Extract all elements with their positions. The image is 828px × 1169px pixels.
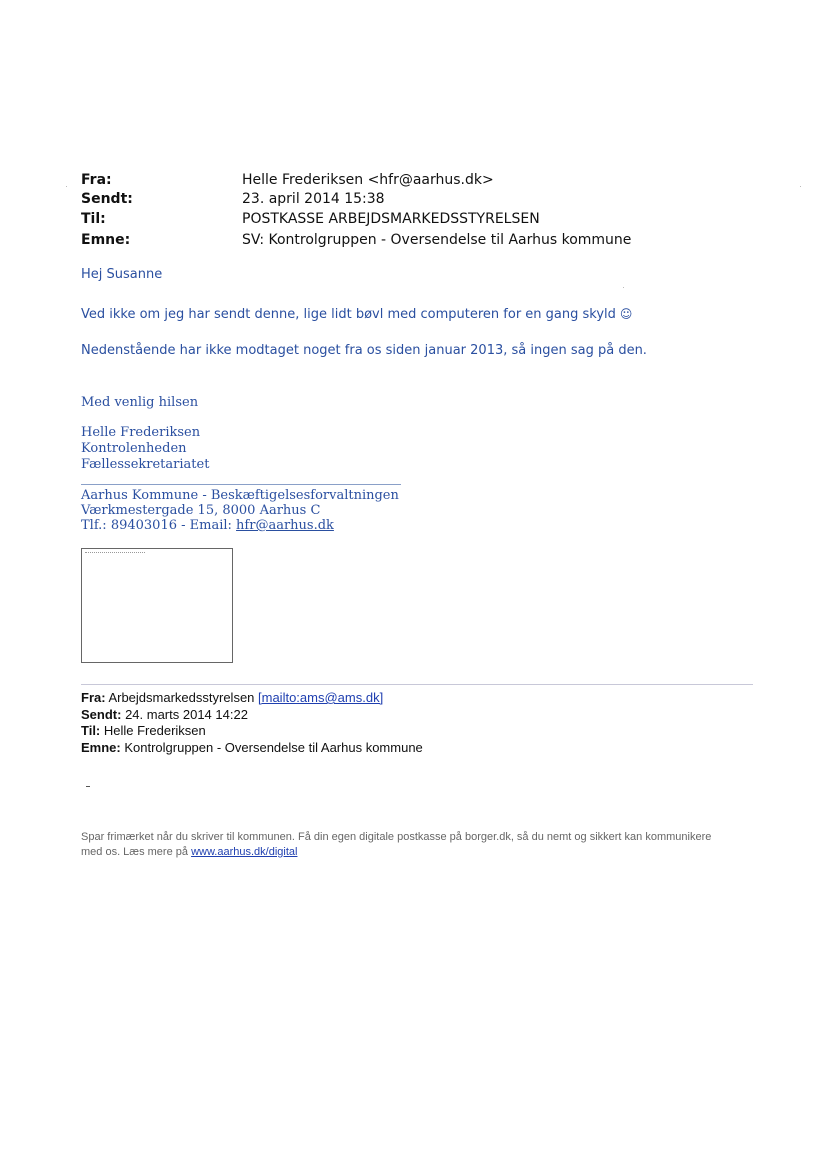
message-divider [81, 684, 753, 685]
header-to-value: POSTKASSE ARBEJDSMARKEDSSTYRELSEN [242, 211, 540, 227]
forwarded-from-row [81, 689, 383, 706]
footer-text: Spar frimærket når du skriver til kommunen. Få din egen digitale postkasse på borger.dk, så du nemt og sikkert kan kommunikere med os. Læs mere på [81, 831, 712, 858]
forwarded-sent-label: Sendt: [81, 707, 122, 722]
forwarded-mailto-link[interactable]: [mailto:ams@ams.dk] [258, 690, 384, 705]
header-from-row [81, 171, 494, 189]
forwarded-sent-value: 24. marts 2014 14:22 [121, 707, 248, 722]
forwarded-to-label: Til: [81, 723, 101, 738]
scan-speck [800, 186, 801, 187]
header-subject-value: SV: Kontrolgruppen - Oversendelse til Aarhus kommune [242, 232, 632, 248]
signature-phone: Tlf.: 89403016 - Email: [81, 518, 237, 533]
signature-org: Aarhus Kommune - Beskæftigelsesforvaltningen [81, 488, 399, 503]
forwarded-from-label: Fra: [81, 690, 106, 705]
header-subject-label: Emne: [81, 232, 131, 248]
signature-dept: Fællessekretariatet [81, 457, 210, 472]
body-greeting: Hej Susanne [81, 267, 163, 282]
signature-name: Helle Frederiksen [81, 425, 201, 440]
signature-email-link[interactable]: hfr@aarhus.dk [236, 518, 334, 533]
body-line-2: Nedenstående har ikke modtaget noget fra os siden januar 2013, så ingen sag på den. [81, 343, 647, 358]
forwarded-subject-label: Emne: [81, 740, 121, 755]
header-to-label: Til: [81, 211, 106, 227]
header-from-label: Fra: [81, 172, 112, 188]
header-subject-row [81, 231, 631, 249]
signature-closing: Med venlig hilsen [81, 395, 199, 410]
footer-notice [81, 830, 721, 860]
header-sent-value: 23. april 2014 15:38 [242, 191, 385, 207]
signature-image-placeholder [81, 548, 233, 663]
signature-contact [81, 518, 334, 534]
footer-digital-link[interactable]: www.aarhus.dk/digital [191, 846, 298, 858]
forwarded-from-value: Arbejdsmarkedsstyrelsen [105, 690, 259, 705]
header-to-row [81, 210, 540, 228]
scan-speck [623, 287, 624, 288]
forwarded-to-value: Helle Frederiksen [100, 723, 206, 738]
signature-unit: Kontrolenheden [81, 441, 187, 456]
smiley-icon: ☺ [619, 307, 633, 321]
signature-address: Værkmestergade 15, 8000 Aarhus C [81, 503, 321, 518]
header-sent-label: Sendt: [81, 191, 133, 207]
header-sent-row [81, 190, 385, 208]
stray-mark [86, 786, 90, 787]
header-from-value: Helle Frederiksen <hfr@aarhus.dk> [242, 172, 494, 188]
forwarded-subject-row [81, 739, 423, 756]
body-line-1 [81, 305, 632, 324]
forwarded-subject-value: Kontrolgruppen - Oversendelse til Aarhus kommune [120, 740, 423, 755]
scan-speck [66, 186, 67, 187]
forwarded-sent-row [81, 706, 248, 723]
forwarded-to-row [81, 722, 206, 739]
broken-image-icon [85, 552, 145, 553]
body-line-1-text: Ved ikke om jeg har sendt denne, lige lidt bøvl med computeren for en gang skyld [81, 307, 616, 322]
signature-divider [81, 484, 401, 485]
